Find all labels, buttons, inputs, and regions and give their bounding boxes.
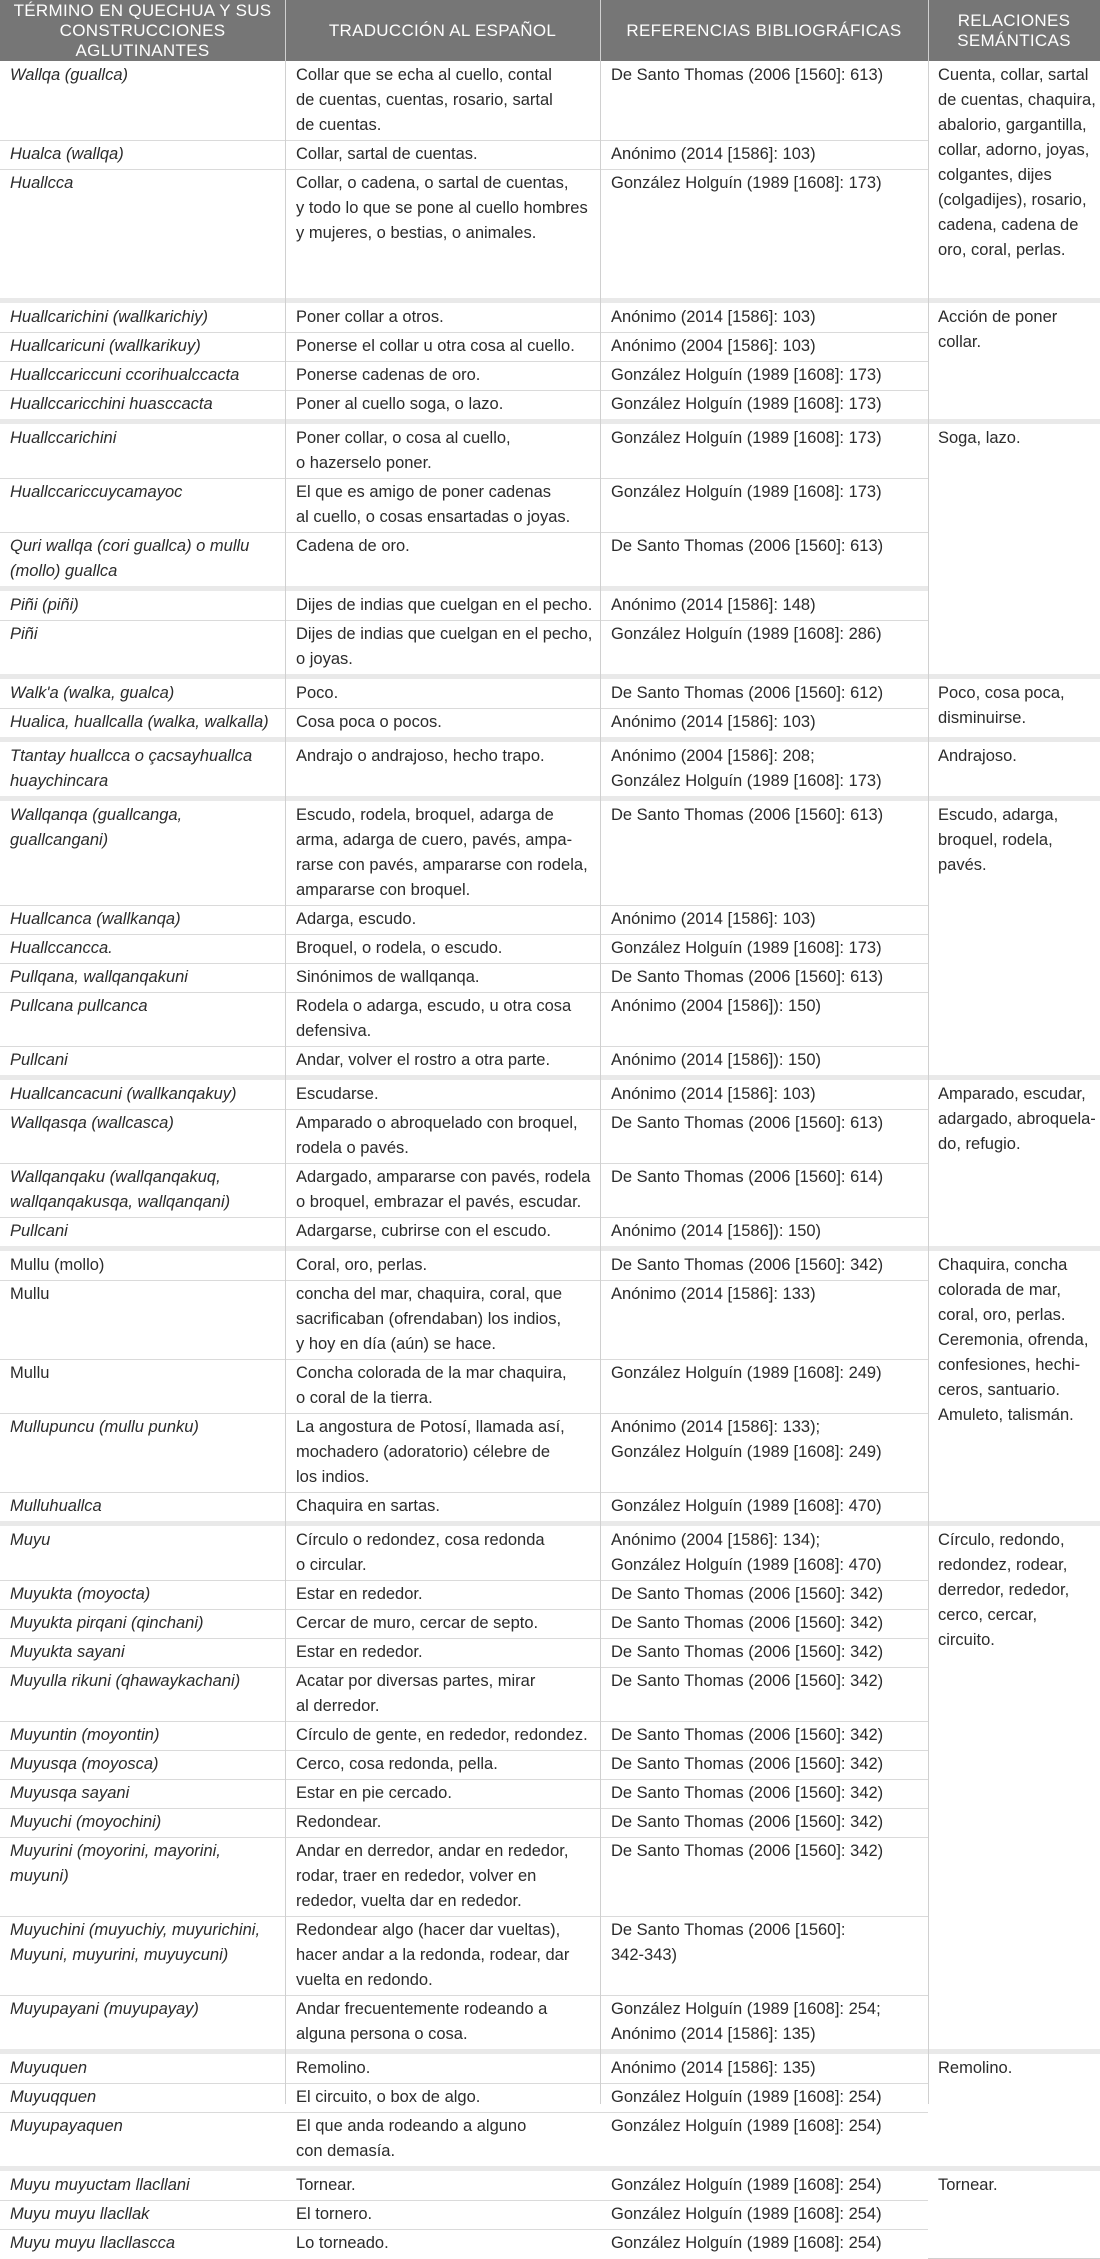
spanish-translation: El que anda rodeando a alguno con demasía. bbox=[296, 2117, 527, 2160]
row-divider bbox=[0, 1808, 928, 1809]
quechua-term: Huallccaricchini huasccacta bbox=[10, 395, 213, 413]
bibliographic-reference: Anónimo (2004 [1586]: 208; González Holguín (1989 [1608]: 173) bbox=[611, 747, 882, 790]
quechua-term: Muyuqquen bbox=[10, 2088, 97, 2106]
bibliographic-reference: González Holguín (1989 [1608]: 173) bbox=[611, 366, 882, 384]
spanish-translation: La angostura de Potosí, llamada así, mochadero (adoratorio) célebre de los indios. bbox=[296, 1418, 565, 1486]
spanish-translation: El circuito, o box de algo. bbox=[296, 2088, 481, 2106]
bibliographic-reference: Anónimo (2014 [1586]: 148) bbox=[611, 596, 816, 614]
quechua-term: Hualca (wallqa) bbox=[10, 145, 124, 163]
row-divider bbox=[0, 1163, 928, 1164]
row-divider bbox=[0, 332, 928, 333]
group-separator bbox=[0, 737, 1100, 742]
bibliographic-reference: Anónimo (2014 [1586]): 150) bbox=[611, 1222, 822, 1240]
bibliographic-reference: González Holguín (1989 [1608]: 173) bbox=[611, 939, 882, 957]
semantic-relations: Chaquira, concha colorada de mar, coral, oro, perlas. Ceremonia, ofrenda, confesiones, hechi- ceros, santuario. Amuleto, talismán. bbox=[938, 1256, 1089, 1424]
quechua-term: Mullupuncu (mullu punku) bbox=[10, 1418, 199, 1436]
row-divider bbox=[0, 1109, 928, 1110]
spanish-translation: Ponerse cadenas de oro. bbox=[296, 366, 481, 384]
bibliographic-reference: De Santo Thomas (2006 [1560]: 613) bbox=[611, 806, 884, 824]
row-divider bbox=[0, 934, 928, 935]
spanish-translation: Chaquira en sartas. bbox=[296, 1497, 440, 1515]
column-divider bbox=[600, 0, 601, 2104]
bibliographic-reference: Anónimo (2014 [1586]): 150) bbox=[611, 1051, 822, 1069]
bibliographic-reference: González Holguín (1989 [1608]: 254) bbox=[611, 2088, 882, 2106]
bibliographic-reference: Anónimo (2014 [1586]: 133); González Holguín (1989 [1608]: 249) bbox=[611, 1418, 882, 1461]
spanish-translation: Dijes de indias que cuelgan en el pecho, o joyas. bbox=[296, 625, 593, 668]
bibliographic-reference: De Santo Thomas (2006 [1560]: 612) bbox=[611, 684, 884, 702]
bibliographic-reference: Anónimo (2014 [1586]: 135) bbox=[611, 2059, 816, 2077]
quechua-term: Mullu bbox=[10, 1285, 50, 1303]
semantic-relations: Círculo, redondo, redondez, rodear, derredor, rededor, cerco, cercar, circuito. bbox=[938, 1531, 1070, 1649]
quechua-term: Muyu muyu llacllascca bbox=[10, 2234, 176, 2252]
row-divider bbox=[0, 1779, 928, 1780]
spanish-translation: Collar que se echa al cuello, contal de cuentas, cuentas, rosario, sartal de cuentas. bbox=[296, 66, 553, 134]
spanish-translation: Andar en derredor, andar en rededor, rodar, traer en rededor, volver en rededor, vuelta dar en rededor. bbox=[296, 1842, 569, 1910]
bibliographic-reference: González Holguín (1989 [1608]: 249) bbox=[611, 1364, 882, 1382]
row-divider bbox=[0, 2200, 928, 2201]
bibliographic-reference: De Santo Thomas (2006 [1560]: 342) bbox=[611, 1813, 884, 1831]
quechua-term: Pullcana pullcanca bbox=[10, 997, 148, 1015]
spanish-translation: Cercar de muro, cercar de septo. bbox=[296, 1614, 539, 1632]
quechua-term: Huallcca bbox=[10, 174, 74, 192]
table-header bbox=[0, 0, 1100, 61]
quechua-term: Mullu bbox=[10, 1364, 50, 1382]
row-divider bbox=[0, 478, 928, 479]
bibliographic-reference: De Santo Thomas (2006 [1560]: 342) bbox=[611, 1726, 884, 1744]
quechua-term: Huallccariccuycamayoc bbox=[10, 483, 183, 501]
row-divider bbox=[0, 2112, 928, 2113]
spanish-translation: Andar, volver el rostro a otra parte. bbox=[296, 1051, 551, 1069]
group-separator bbox=[0, 1521, 1100, 1526]
bibliographic-reference: González Holguín (1989 [1608]: 173) bbox=[611, 174, 882, 192]
row-divider bbox=[0, 1916, 928, 1917]
quechua-term: Muyuntin (moyontin) bbox=[10, 1726, 160, 1744]
row-divider bbox=[0, 992, 928, 993]
row-divider bbox=[0, 390, 928, 391]
quechua-term: Muyu muyu llacllak bbox=[10, 2205, 150, 2223]
quechua-term: Wallqanqa (guallcanga, guallcangani) bbox=[10, 806, 183, 849]
quechua-term: Muyukta sayani bbox=[10, 1643, 125, 1661]
spanish-translation: Círculo o redondez, cosa redonda o circular. bbox=[296, 1531, 545, 1574]
group-separator bbox=[0, 2166, 1100, 2171]
spanish-translation: Concha colorada de la mar chaquira, o coral de la tierra. bbox=[296, 1364, 567, 1407]
spanish-translation: Redondear. bbox=[296, 1813, 382, 1831]
quechua-term: Hualica, huallcalla (walka, walkalla) bbox=[10, 713, 269, 731]
row-divider bbox=[0, 1217, 928, 1218]
bibliographic-reference: De Santo Thomas (2006 [1560]: 342) bbox=[611, 1585, 884, 1603]
bibliographic-reference: Anónimo (2014 [1586]: 103) bbox=[611, 910, 816, 928]
spanish-translation: Tornear. bbox=[296, 2176, 356, 2194]
spanish-translation: Escudarse. bbox=[296, 1085, 379, 1103]
row-divider bbox=[0, 361, 928, 362]
spanish-translation: El que es amigo de poner cadenas al cuello, o cosas ensartadas o joyas. bbox=[296, 483, 571, 526]
quechua-term: Walk'a (walka, gualca) bbox=[10, 684, 175, 702]
quechua-term: Muyuquen bbox=[10, 2059, 88, 2077]
quechua-term: Muyusqa (moyosca) bbox=[10, 1755, 159, 1773]
header-term: TÉRMINO EN QUECHUA Y SUS CONSTRUCCIONES AGLUTINANTES bbox=[13, 0, 272, 60]
row-divider bbox=[0, 1638, 928, 1639]
spanish-translation: Poner collar, o cosa al cuello, o hazerselo poner. bbox=[296, 429, 511, 472]
quechua-term: Wallqanqaku (wallqanqakuq, wallqanqakusqa, wallqanqani) bbox=[10, 1168, 231, 1211]
quechua-term: Muyukta pirqani (qinchani) bbox=[10, 1614, 204, 1632]
quechua-term: Muyupayaquen bbox=[10, 2117, 123, 2135]
spanish-translation: Acatar por diversas partes, mirar al derredor. bbox=[296, 1672, 536, 1715]
row-divider bbox=[0, 140, 928, 141]
spanish-translation: Remolino. bbox=[296, 2059, 371, 2077]
quechua-term: Pullcani bbox=[10, 1051, 68, 1069]
semantic-relations: Soga, lazo. bbox=[938, 429, 1021, 447]
bibliographic-reference: De Santo Thomas (2006 [1560]: 614) bbox=[611, 1168, 884, 1186]
semantic-relations: Acción de poner collar. bbox=[938, 308, 1058, 351]
bibliographic-reference: De Santo Thomas (2006 [1560]: 342) bbox=[611, 1614, 884, 1632]
column-divider bbox=[285, 0, 286, 2104]
group-separator bbox=[0, 419, 1100, 424]
spanish-translation: Amparado o abroquelado con broquel, rodela o pavés. bbox=[296, 1114, 578, 1157]
spanish-translation: Círculo de gente, en rededor, redondez. bbox=[296, 1726, 588, 1744]
group-separator bbox=[0, 1075, 1100, 1080]
bibliographic-reference: González Holguín (1989 [1608]: 254) bbox=[611, 2205, 882, 2223]
spanish-translation: Ponerse el collar u otra cosa al cuello. bbox=[296, 337, 575, 355]
spanish-translation: Andar frecuentemente rodeando a alguna persona o cosa. bbox=[296, 2000, 548, 2043]
quechua-term: Piñi bbox=[10, 625, 38, 643]
spanish-translation: Adarga, escudo. bbox=[296, 910, 417, 928]
bibliographic-reference: Anónimo (2014 [1586]: 103) bbox=[611, 145, 816, 163]
spanish-translation: Cadena de oro. bbox=[296, 537, 410, 555]
bibliographic-reference: González Holguín (1989 [1608]: 173) bbox=[611, 429, 882, 447]
semantic-relations: Remolino. bbox=[938, 2059, 1013, 2077]
quechua-term: Muyurini (moyorini, mayorini, muyuni) bbox=[10, 1842, 221, 1885]
spanish-translation: Sinónimos de wallqanqa. bbox=[296, 968, 480, 986]
row-divider bbox=[0, 1359, 928, 1360]
spanish-translation: Adargarse, cubrirse con el escudo. bbox=[296, 1222, 551, 1240]
bibliographic-reference: González Holguín (1989 [1608]: 470) bbox=[611, 1497, 882, 1515]
quechua-term: Wallqasqa (wallcasca) bbox=[10, 1114, 174, 1132]
bibliographic-reference: De Santo Thomas (2006 [1560]: 613) bbox=[611, 1114, 884, 1132]
quechua-term: Huallcaricuni (wallkarikuy) bbox=[10, 337, 201, 355]
spanish-translation: Rodela o adarga, escudo, u otra cosa defensiva. bbox=[296, 997, 572, 1040]
row-divider bbox=[0, 1609, 928, 1610]
semantic-relations: Escudo, adarga, broquel, rodela, pavés. bbox=[938, 806, 1059, 874]
quechua-term: Muyusqa sayani bbox=[10, 1784, 130, 1802]
bibliographic-reference: González Holguín (1989 [1608]: 173) bbox=[611, 483, 882, 501]
row-separator bbox=[0, 586, 928, 591]
quechua-term: Quri wallqa (cori guallca) o mullu (mollo) guallca bbox=[10, 537, 250, 580]
bibliographic-reference: González Holguín (1989 [1608]: 254; Anónimo (2014 [1586]: 135) bbox=[611, 2000, 881, 2043]
quechua-term: Muyu bbox=[10, 1531, 51, 1549]
row-divider bbox=[0, 169, 928, 170]
spanish-translation: Andrajo o andrajoso, hecho trapo. bbox=[296, 747, 545, 765]
header-references: REFERENCIAS BIBLIOGRÁFICAS bbox=[626, 20, 902, 40]
spanish-translation: Estar en pie cercado. bbox=[296, 1784, 452, 1802]
quechua-term: Huallcarichini (wallkarichiy) bbox=[10, 308, 209, 326]
header-translation: TRADUCCIÓN AL ESPAÑOL bbox=[328, 20, 557, 40]
quechua-term: Muyulla rikuni (qhawaykachani) bbox=[10, 1672, 241, 1690]
bibliographic-reference: González Holguín (1989 [1608]: 254) bbox=[611, 2234, 882, 2252]
row-divider bbox=[0, 708, 928, 709]
spanish-translation: Broquel, o rodela, o escudo. bbox=[296, 939, 503, 957]
row-divider bbox=[0, 1837, 928, 1838]
semantic-relations: Andrajoso. bbox=[938, 747, 1017, 765]
row-divider bbox=[0, 1046, 928, 1047]
bibliographic-reference: González Holguín (1989 [1608]: 254) bbox=[611, 2176, 882, 2194]
spanish-translation: Lo torneado. bbox=[296, 2234, 389, 2252]
quechua-term: Muyu muyuctam llacllani bbox=[10, 2176, 190, 2194]
quechua-term: Huallcanca (wallkanqa) bbox=[10, 910, 181, 928]
spanish-translation: Cerco, cosa redonda, pella. bbox=[296, 1755, 498, 1773]
group-separator bbox=[0, 2049, 1100, 2054]
quechua-term: Pullqana, wallqanqakuni bbox=[10, 968, 188, 986]
row-divider bbox=[0, 1580, 928, 1581]
row-divider bbox=[0, 1750, 928, 1751]
row-divider bbox=[0, 1995, 928, 1996]
quechua-term: Huallccariccuni ccorihualccacta bbox=[10, 366, 240, 384]
spanish-translation: Poner collar a otros. bbox=[296, 308, 444, 326]
bibliographic-reference: De Santo Thomas (2006 [1560]: 342) bbox=[611, 1784, 884, 1802]
spanish-translation: Estar en rededor. bbox=[296, 1585, 423, 1603]
row-divider bbox=[0, 532, 928, 533]
spanish-translation: Redondear algo (hacer dar vueltas), hacer andar a la redonda, rodear, dar vuelta en redondo. bbox=[296, 1921, 570, 1989]
column-divider bbox=[928, 0, 929, 2104]
row-divider bbox=[0, 1413, 928, 1414]
quechua-term: Huallccancca. bbox=[10, 939, 113, 957]
spanish-translation: concha del mar, chaquira, coral, que sacrificaban (ofrendaban) los indios, y hoy en día (aún) se hace. bbox=[296, 1285, 562, 1353]
bibliographic-reference: Anónimo (2014 [1586]: 103) bbox=[611, 308, 816, 326]
spanish-translation: El tornero. bbox=[296, 2205, 373, 2223]
bibliographic-reference: De Santo Thomas (2006 [1560]: 342) bbox=[611, 1256, 884, 1274]
spanish-translation: Collar, o cadena, o sartal de cuentas, y todo lo que se pone al cuello hombres y mujeres, o bestias, o animales. bbox=[296, 174, 588, 242]
quechua-term: Huallccarichini bbox=[10, 429, 117, 447]
bibliographic-reference: Anónimo (2004 [1586]: 103) bbox=[611, 337, 816, 355]
row-divider bbox=[0, 905, 928, 906]
bibliographic-reference: Anónimo (2004 [1586]: 134); González Holguín (1989 [1608]: 470) bbox=[611, 1531, 882, 1574]
bibliographic-reference: De Santo Thomas (2006 [1560]: 613) bbox=[611, 66, 884, 84]
spanish-translation: Poner al cuello soga, o lazo. bbox=[296, 395, 504, 413]
bibliographic-reference: González Holguín (1989 [1608]: 173) bbox=[611, 395, 882, 413]
bibliographic-reference: Anónimo (2014 [1586]: 103) bbox=[611, 713, 816, 731]
semantic-relations: Poco, cosa poca, disminuirse. bbox=[938, 684, 1065, 727]
row-divider bbox=[0, 1721, 928, 1722]
semantic-relations: Amparado, escudar, adargado, abroquela- do, refugio. bbox=[938, 1085, 1096, 1153]
row-divider bbox=[0, 1492, 928, 1493]
row-divider bbox=[0, 2083, 928, 2084]
bibliographic-reference: Anónimo (2014 [1586]: 133) bbox=[611, 1285, 816, 1303]
row-divider bbox=[0, 963, 928, 964]
bibliographic-reference: De Santo Thomas (2006 [1560]: 342) bbox=[611, 1672, 884, 1690]
row-divider bbox=[0, 620, 928, 621]
quechua-term: Pullcani bbox=[10, 1222, 68, 1240]
quechua-term: Wallqa (guallca) bbox=[10, 66, 128, 84]
bibliographic-reference: González Holguín (1989 [1608]: 286) bbox=[611, 625, 882, 643]
bibliographic-reference: De Santo Thomas (2006 [1560]: 342) bbox=[611, 1643, 884, 1661]
bibliographic-reference: De Santo Thomas (2006 [1560]: 342-343) bbox=[611, 1921, 846, 1964]
quechua-term: Huallcancacuni (wallkanqakuy) bbox=[10, 1085, 237, 1103]
semantic-relations: Cuenta, collar, sartal de cuentas, chaquira, abalorio, gargantilla, collar, adorno, joyas, colgantes, dijes (colgadijes), rosario, cadena, cadena de oro, coral, perlas. bbox=[938, 66, 1096, 259]
spanish-translation: Dijes de indias que cuelgan en el pecho. bbox=[296, 596, 593, 614]
spanish-translation: Escudo, rodela, broquel, adarga de arma, adarga de cuero, pavés, ampa- rarse con pavés, ampararse con rodela, ampararse con broquel. bbox=[296, 806, 588, 899]
spanish-translation: Adargado, ampararse con pavés, rodela o broquel, embrazar el pavés, escudar. bbox=[296, 1168, 591, 1211]
quechua-term: Muyupayani (muyupayay) bbox=[10, 2000, 199, 2018]
quechua-term: Muyuchi (moyochini) bbox=[10, 1813, 162, 1831]
bibliographic-reference: De Santo Thomas (2006 [1560]: 342) bbox=[611, 1755, 884, 1773]
quechua-term: Ttantay huallcca o çacsayhuallca huaychincara bbox=[10, 747, 253, 790]
quechua-term: Piñi (piñi) bbox=[10, 596, 79, 614]
semantic-relations: Tornear. bbox=[938, 2176, 998, 2194]
bibliographic-reference: Anónimo (2004 [1586]): 150) bbox=[611, 997, 822, 1015]
quechua-term: Muyuchini (muyuchiy, muyurichini, Muyuni, muyurini, muyuycuni) bbox=[10, 1921, 261, 1964]
bibliographic-reference: González Holguín (1989 [1608]: 254) bbox=[611, 2117, 882, 2135]
bibliographic-reference: Anónimo (2014 [1586]: 103) bbox=[611, 1085, 816, 1103]
row-divider bbox=[0, 2229, 928, 2230]
spanish-translation: Estar en rededor. bbox=[296, 1643, 423, 1661]
group-separator bbox=[0, 298, 1100, 303]
row-divider bbox=[0, 1280, 928, 1281]
spanish-translation: Collar, sartal de cuentas. bbox=[296, 145, 478, 163]
bibliographic-reference: De Santo Thomas (2006 [1560]: 342) bbox=[611, 1842, 884, 1860]
spanish-translation: Poco. bbox=[296, 684, 339, 702]
bibliographic-reference: De Santo Thomas (2006 [1560]: 613) bbox=[611, 968, 884, 986]
group-separator bbox=[0, 1246, 1100, 1251]
group-separator bbox=[0, 796, 1100, 801]
header-semantic: RELACIONES SEMÁNTICAS bbox=[957, 10, 1071, 50]
group-separator bbox=[0, 674, 1100, 679]
spanish-translation: Coral, oro, perlas. bbox=[296, 1256, 428, 1274]
spanish-translation: Cosa poca o pocos. bbox=[296, 713, 442, 731]
quechua-term: Mullu (mollo) bbox=[10, 1256, 105, 1274]
row-divider bbox=[0, 1667, 928, 1668]
quechua-term: Muyukta (moyocta) bbox=[10, 1585, 151, 1603]
bibliographic-reference: De Santo Thomas (2006 [1560]: 613) bbox=[611, 537, 884, 555]
quechua-term: Mulluhuallca bbox=[10, 1497, 102, 1515]
